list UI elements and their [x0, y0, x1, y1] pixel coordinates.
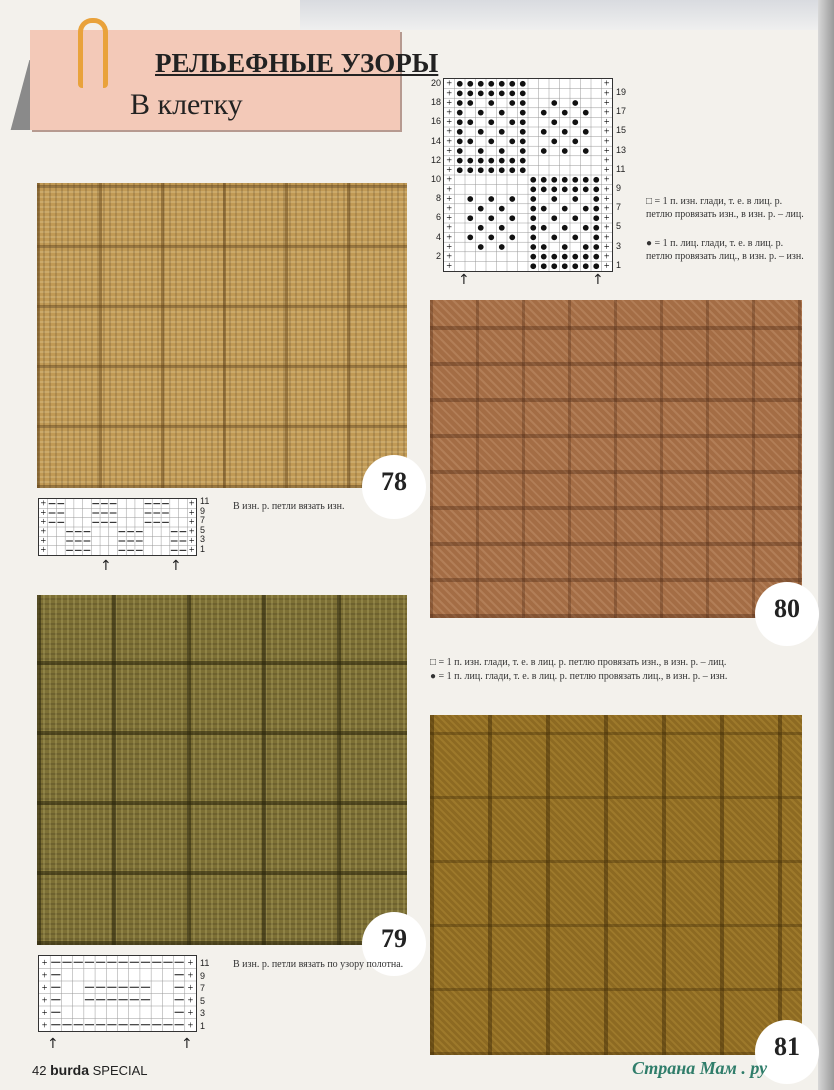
edge-stitch: + — [603, 174, 610, 186]
stitch-dot — [457, 100, 463, 106]
arrow-up-icon: ↑ — [181, 1036, 193, 1052]
stitch-dot — [457, 158, 463, 164]
stitch-dot — [572, 100, 578, 106]
page-edge — [818, 0, 834, 1090]
edge-stitch: + — [41, 1020, 48, 1031]
stitch-dot — [583, 177, 589, 183]
edge-stitch: + — [603, 222, 610, 234]
edge-stitch: + — [603, 88, 610, 100]
stitch-dot — [551, 235, 557, 241]
edge-stitch: + — [603, 97, 610, 109]
stitch-dot — [593, 263, 599, 269]
stitch-dot — [467, 158, 473, 164]
stitch-dot — [593, 225, 599, 231]
row-label: 2 — [435, 250, 441, 261]
edge-stitch: + — [446, 79, 453, 90]
edge-stitch: + — [446, 126, 453, 138]
stitch-dot — [457, 81, 463, 87]
stitch-dot — [530, 206, 536, 212]
stitch-dot — [520, 167, 526, 173]
edge-stitch: + — [187, 995, 194, 1007]
stitch-dot — [467, 167, 473, 173]
stitch-dot — [562, 206, 568, 212]
row-label: 5 — [200, 995, 206, 1006]
edge-stitch: + — [188, 499, 195, 510]
stitch-dot — [488, 196, 494, 202]
row-label: 7 — [200, 515, 206, 525]
stitch-dot — [457, 129, 463, 135]
edge-stitch: + — [187, 958, 194, 969]
row-label: 7 — [616, 202, 622, 213]
stitch-dot — [488, 81, 494, 87]
stitch-dot — [541, 177, 547, 183]
edge-stitch: + — [446, 193, 453, 205]
row-label: 6 — [435, 212, 441, 223]
stitch-dot — [520, 110, 526, 116]
stitch-dot — [530, 254, 536, 260]
edge-stitch: + — [603, 193, 610, 205]
stitch-dot — [478, 225, 484, 231]
stitch-dot — [583, 110, 589, 116]
edge-stitch: + — [188, 507, 195, 519]
stitch-dot — [583, 263, 589, 269]
edge-stitch: + — [446, 88, 453, 100]
chart-80-right-labels — [616, 83, 626, 275]
edge-stitch: + — [41, 958, 48, 969]
watermark: Страна Мам . ру — [632, 1058, 768, 1078]
edge-stitch: + — [603, 145, 610, 157]
stitch-dot — [541, 263, 547, 269]
pattern-78-photo — [37, 183, 407, 488]
stitch-dot — [551, 139, 557, 145]
stitch-dot — [520, 139, 526, 145]
row-label: 5 — [200, 524, 206, 535]
stitch-dot — [488, 91, 494, 97]
edge-stitch: + — [603, 107, 610, 119]
stitch-dot — [572, 187, 578, 193]
row-label: 3 — [616, 240, 622, 251]
stitch-dot — [499, 158, 505, 164]
edge-stitch: + — [41, 970, 48, 982]
row-label: 7 — [200, 983, 206, 993]
chart-79 — [38, 955, 197, 1032]
row-label: 11 — [200, 496, 210, 506]
brand-logo: burda — [50, 1062, 89, 1078]
edge-stitch: + — [41, 983, 48, 994]
stitch-dot — [478, 206, 484, 212]
stitch-dot — [488, 100, 494, 106]
page-subtitle: В клетку — [130, 88, 243, 121]
chart-79-labels — [200, 957, 209, 1032]
stitch-dot — [572, 254, 578, 260]
stitch-dot — [583, 129, 589, 135]
pattern-81-photo — [430, 715, 802, 1055]
stitch-dot — [520, 148, 526, 154]
edge-stitch: + — [187, 970, 194, 982]
stitch-dot — [541, 225, 547, 231]
stitch-dot — [467, 196, 473, 202]
row-label: 14 — [430, 135, 441, 146]
edge-stitch: + — [40, 507, 47, 519]
stitch-dot — [572, 215, 578, 221]
row-label: 17 — [616, 106, 627, 117]
stitch-dot — [530, 225, 536, 231]
stitch-dot — [562, 110, 568, 116]
edge-stitch: + — [446, 232, 453, 244]
stitch-dot — [520, 129, 526, 135]
stitch-dot — [551, 215, 557, 221]
stitch-dot — [478, 148, 484, 154]
stitch-dot — [488, 139, 494, 145]
edge-stitch: + — [446, 107, 453, 119]
stitch-dot — [541, 148, 547, 154]
stitch-dot — [457, 139, 463, 145]
arrow-up-icon: ↑ — [170, 558, 182, 574]
stitch-dot — [583, 206, 589, 212]
stitch-dot — [593, 235, 599, 241]
row-label: 19 — [616, 87, 627, 97]
stitch-dot — [593, 196, 599, 202]
edge-stitch: + — [188, 526, 195, 538]
stitch-dot — [499, 225, 505, 231]
stitch-dot — [541, 206, 547, 212]
edge-stitch: + — [446, 251, 453, 263]
stitch-dot — [562, 225, 568, 231]
edge-stitch: + — [187, 1008, 194, 1019]
stitch-dot — [530, 215, 536, 221]
stitch-dot — [478, 167, 484, 173]
edge-stitch: + — [40, 517, 47, 529]
stitch-dot — [499, 148, 505, 154]
stitch-dot — [572, 119, 578, 125]
row-label: 9 — [616, 183, 622, 194]
legend-81-dot: ● = 1 п. лиц. глади, т. е. в лиц. р. петлю провязать лиц., в изн. р. – изн. — [430, 671, 728, 682]
legend-81-empty: □ = 1 п. изн. глади, т. е. в лиц. р. петлю провязать изн., в изн. р. – лиц. — [430, 657, 727, 668]
stitch-dot — [583, 148, 589, 154]
row-label: 18 — [430, 97, 441, 108]
row-label: 5 — [616, 221, 622, 232]
stitch-dot — [541, 187, 547, 193]
stitch-dot — [562, 148, 568, 154]
stitch-dot — [509, 119, 515, 125]
edge-stitch: + — [446, 213, 453, 225]
stitch-dot — [467, 215, 473, 221]
chart-80-grid — [444, 79, 612, 271]
stitch-dot — [551, 196, 557, 202]
page-footer — [32, 1062, 148, 1078]
edge-stitch: + — [41, 1008, 48, 1019]
edge-stitch: + — [603, 241, 610, 253]
row-label: 3 — [200, 1008, 206, 1018]
legend-80-empty: □ = 1 п. изн. глади, т. е. в лиц. р. петлю провязать изн., в изн. р. – лиц. — [646, 196, 804, 220]
stitch-dot — [478, 91, 484, 97]
edge-stitch: + — [446, 261, 453, 271]
arrow-up-icon: ↑ — [458, 272, 470, 288]
arrow-up-icon: ↑ — [592, 272, 604, 288]
edge-stitch: + — [40, 499, 47, 510]
stitch-dot — [530, 187, 536, 193]
stitch-dot — [499, 167, 505, 173]
stitch-dot — [499, 110, 505, 116]
stitch-dot — [541, 244, 547, 250]
stitch-dot — [499, 129, 505, 135]
chart-78-labels — [200, 497, 209, 554]
stitch-dot — [593, 254, 599, 260]
chart-80-left-labels — [428, 74, 441, 266]
chart-78 — [38, 498, 197, 556]
edge-stitch: + — [446, 136, 453, 148]
stitch-dot — [562, 244, 568, 250]
row-label: 8 — [435, 193, 441, 204]
stitch-dot — [583, 244, 589, 250]
arrow-up-icon: ↑ — [47, 1036, 59, 1052]
stitch-dot — [488, 215, 494, 221]
stitch-dot — [467, 100, 473, 106]
row-label: 20 — [430, 78, 441, 88]
stitch-dot — [562, 129, 568, 135]
stitch-dot — [551, 119, 557, 125]
stitch-dot — [499, 81, 505, 87]
stitch-dot — [457, 110, 463, 116]
stitch-dot — [478, 129, 484, 135]
row-label: 16 — [430, 116, 441, 127]
edge-stitch: + — [40, 545, 47, 555]
stitch-dot — [551, 187, 557, 193]
edge-stitch: + — [446, 97, 453, 109]
note-78: В изн. р. петли вязать изн. — [233, 501, 345, 512]
stitch-dot — [509, 81, 515, 87]
edge-stitch: + — [446, 165, 453, 177]
stitch-dot — [520, 158, 526, 164]
stitch-dot — [509, 158, 515, 164]
row-label: 10 — [430, 174, 441, 185]
page-title: РЕЛЬЕФНЫЕ УЗОРЫ — [155, 48, 439, 78]
row-label: 3 — [200, 534, 206, 544]
stitch-dot — [562, 187, 568, 193]
stitch-dot — [488, 167, 494, 173]
edge-stitch: + — [603, 203, 610, 215]
stitch-dot — [530, 196, 536, 202]
stitch-dot — [467, 119, 473, 125]
stitch-dot — [572, 263, 578, 269]
stitch-dot — [562, 177, 568, 183]
stitch-dot — [467, 81, 473, 87]
row-label: 1 — [616, 259, 622, 270]
top-band — [300, 0, 834, 30]
edge-stitch: + — [603, 184, 610, 196]
stitch-dot — [562, 263, 568, 269]
stitch-dot — [593, 177, 599, 183]
edge-stitch: + — [41, 995, 48, 1007]
arrow-up-icon: ↑ — [100, 558, 112, 574]
pattern-81-number: 81 — [755, 1020, 819, 1084]
stitch-dot — [499, 91, 505, 97]
edge-stitch: + — [603, 117, 610, 129]
row-label: 15 — [616, 125, 627, 136]
stitch-dot — [478, 110, 484, 116]
note-79: В изн. р. петли вязать по узору полотна. — [233, 959, 404, 970]
stitch-dot — [551, 177, 557, 183]
stitch-dot — [457, 167, 463, 173]
edge-stitch: + — [446, 222, 453, 234]
row-label: 4 — [435, 231, 441, 242]
stitch-dot — [572, 139, 578, 145]
row-label: 1 — [200, 543, 206, 554]
edition-label: SPECIAL — [92, 1063, 148, 1078]
chart-80 — [443, 78, 613, 272]
stitch-dot — [509, 215, 515, 221]
stitch-dot — [520, 100, 526, 106]
stitch-dot — [478, 244, 484, 250]
stitch-dot — [467, 91, 473, 97]
edge-stitch: + — [188, 545, 195, 555]
row-label: 9 — [200, 970, 206, 981]
stitch-dot — [583, 254, 589, 260]
edge-stitch: + — [603, 165, 610, 177]
edge-stitch: + — [446, 174, 453, 186]
edge-stitch: + — [603, 232, 610, 244]
stitch-dot — [488, 235, 494, 241]
stitch-dot — [593, 215, 599, 221]
stitch-dot — [509, 91, 515, 97]
chart-78-grid — [39, 499, 196, 555]
stitch-dot — [541, 129, 547, 135]
edge-stitch: + — [603, 261, 610, 271]
stitch-dot — [488, 158, 494, 164]
stitch-dot — [467, 139, 473, 145]
stitch-dot — [572, 235, 578, 241]
stitch-dot — [478, 158, 484, 164]
edge-stitch: + — [603, 126, 610, 138]
stitch-dot — [499, 206, 505, 212]
edge-stitch: + — [603, 79, 610, 90]
edge-stitch: + — [188, 535, 195, 547]
stitch-dot — [562, 254, 568, 260]
edge-stitch: + — [446, 145, 453, 157]
pattern-80-number: 80 — [755, 582, 819, 646]
edge-stitch: + — [40, 535, 47, 547]
row-label: 1 — [200, 1020, 206, 1031]
paperclip-icon — [78, 18, 108, 88]
stitch-dot — [583, 225, 589, 231]
legend-80-dot: ● = 1 п. лиц. глади, т. е. в лиц. р. петлю провязать лиц., в изн. р. – изн. — [646, 238, 804, 262]
stitch-dot — [488, 119, 494, 125]
stitch-dot — [572, 177, 578, 183]
chart-79-grid — [39, 956, 196, 1031]
edge-stitch: + — [603, 251, 610, 263]
stitch-dot — [541, 254, 547, 260]
stitch-dot — [457, 91, 463, 97]
stitch-dot — [530, 244, 536, 250]
stitch-dot — [530, 263, 536, 269]
edge-stitch: + — [40, 526, 47, 538]
stitch-dot — [520, 81, 526, 87]
row-label: 13 — [616, 144, 627, 155]
pattern-79-photo — [37, 595, 407, 945]
pattern-79-number: 79 — [362, 912, 426, 976]
edge-stitch: + — [446, 117, 453, 129]
stitch-dot — [509, 167, 515, 173]
edge-stitch: + — [603, 213, 610, 225]
stitch-dot — [530, 177, 536, 183]
stitch-dot — [509, 235, 515, 241]
stitch-dot — [457, 148, 463, 154]
edge-stitch: + — [446, 155, 453, 167]
edge-stitch: + — [187, 1020, 194, 1031]
stitch-dot — [541, 110, 547, 116]
stitch-dot — [551, 100, 557, 106]
row-label: 12 — [430, 154, 441, 165]
stitch-dot — [593, 187, 599, 193]
row-label: 9 — [200, 505, 206, 516]
page-number: 42 — [32, 1063, 47, 1078]
pattern-80-photo — [430, 300, 802, 618]
stitch-dot — [572, 196, 578, 202]
stitch-dot — [520, 91, 526, 97]
edge-stitch: + — [603, 136, 610, 148]
stitch-dot — [593, 206, 599, 212]
edge-stitch: + — [446, 184, 453, 196]
stitch-dot — [551, 254, 557, 260]
stitch-dot — [457, 119, 463, 125]
pattern-78-number: 78 — [362, 455, 426, 519]
edge-stitch: + — [188, 517, 195, 529]
edge-stitch: + — [446, 241, 453, 253]
edge-stitch: + — [446, 203, 453, 215]
stitch-dot — [583, 187, 589, 193]
stitch-dot — [509, 196, 515, 202]
stitch-dot — [467, 235, 473, 241]
stitch-dot — [509, 100, 515, 106]
row-label: 11 — [200, 958, 210, 968]
edge-stitch: + — [187, 983, 194, 994]
edge-stitch: + — [603, 155, 610, 167]
row-label: 11 — [616, 163, 626, 174]
stitch-dot — [551, 263, 557, 269]
stitch-dot — [499, 244, 505, 250]
stitch-dot — [509, 139, 515, 145]
stitch-dot — [530, 235, 536, 241]
stitch-dot — [520, 119, 526, 125]
stitch-dot — [478, 81, 484, 87]
stitch-dot — [593, 244, 599, 250]
